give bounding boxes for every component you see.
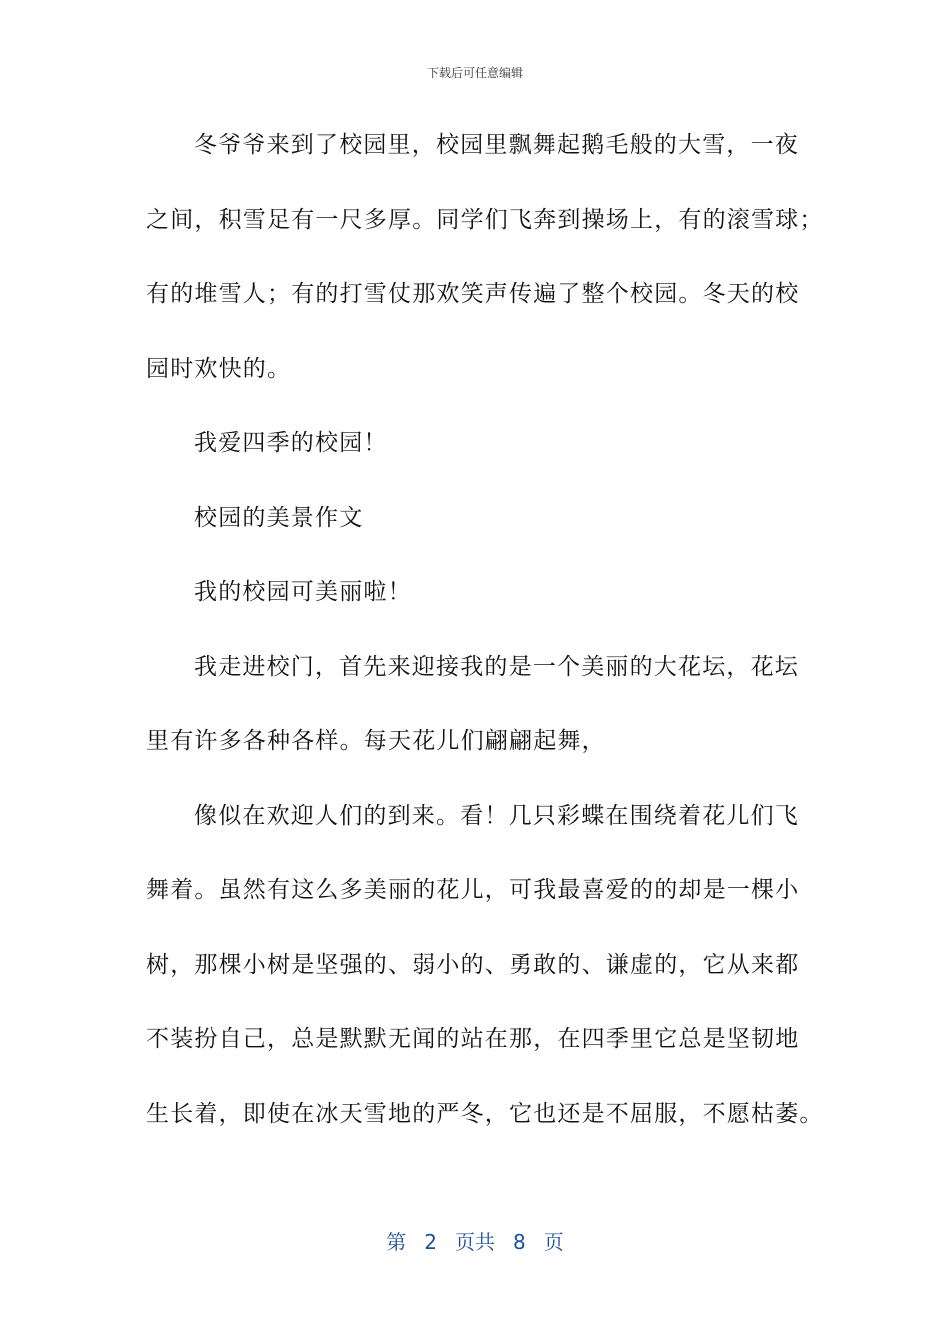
paragraph-line: 园时欢快的。	[146, 355, 292, 382]
paragraph-line: 冬爷爷来到了校园里，校园里飘舞起鹅毛般的大雪，一夜	[194, 132, 799, 158]
paragraph-line: 里有许多各种各样。每天花儿们翩翩起舞，	[146, 728, 606, 754]
paragraph-line: 生长着，即使在冰天雪地的严冬，它也还是不屈服，不愿枯萎。	[146, 1100, 824, 1127]
footer-middle: 页共	[455, 1230, 495, 1254]
paragraph-line: 我走进校门，首先来迎接我的是一个美丽的大花坛，花坛	[194, 653, 799, 680]
paragraph-line: 像似在欢迎人们的到来。看！几只彩蝶在围绕着花儿们飞	[194, 802, 799, 829]
total-page-count: 8	[513, 1230, 526, 1254]
paragraph-line: 不装扮自己，总是默默无闻的站在那，在四季里它总是坚韧地	[146, 1026, 800, 1052]
footer-suffix: 页	[543, 1230, 564, 1254]
page-footer	[0, 1226, 950, 1255]
footer-prefix: 第	[386, 1230, 407, 1254]
document-body	[146, 124, 826, 1167]
page-header: 下载后可任意编辑	[426, 66, 523, 80]
essay-title: 校园的美景作文	[194, 504, 364, 531]
paragraph-line: 舞着。虽然有这么多美丽的花儿，可我最喜爱的的却是一棵小	[146, 877, 800, 903]
paragraph-line: 树，那棵小树是坚强的、弱小的、勇敢的、谦虚的，它从来都	[146, 951, 800, 978]
paragraph-line: 之间，积雪足有一尺多厚。同学们飞奔到操场上，有的滚雪球；	[146, 206, 824, 233]
paragraph-line: 我爱四季的校园！	[194, 430, 388, 456]
paragraph-line: 我的校园可美丽啦！	[194, 579, 412, 605]
paragraph-line: 有的堆雪人；有的打雪仗那欢笑声传遍了整个校园。冬天的校	[146, 281, 800, 307]
current-page-number: 2	[424, 1230, 437, 1254]
